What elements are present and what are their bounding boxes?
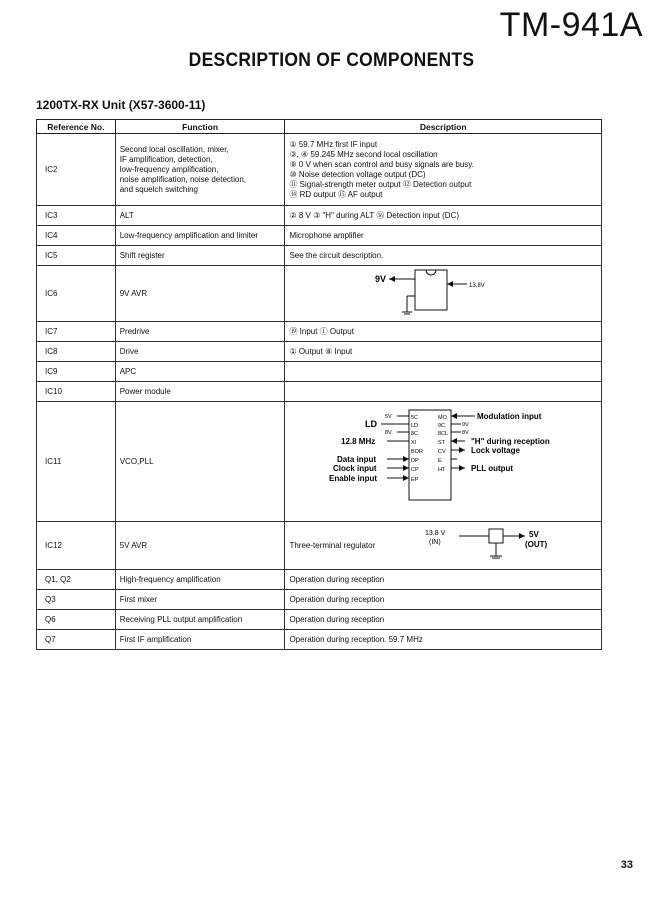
description-line: ① Output ⑧ Input [289, 346, 353, 356]
reference-cell: Q3 [37, 590, 116, 610]
function-cell [115, 402, 285, 522]
function-cell [115, 382, 285, 402]
ic12-regulator-diagram [425, 526, 565, 566]
column-header: Description [285, 120, 602, 134]
ic11-right-label: PLL output [471, 464, 514, 473]
ic6-regulator-diagram [289, 268, 589, 316]
page-title: DESCRIPTION OF COMPONENTS [188, 50, 475, 71]
description-cell [285, 522, 602, 570]
function-cell [115, 246, 285, 266]
reference-cell: IC8 [37, 342, 116, 362]
function-line: First IF amplification [119, 634, 192, 644]
function-line: Low-frequency amplification and limiter [119, 230, 259, 240]
ic12-chip [489, 529, 503, 543]
description-line: See the circuit description. [289, 250, 384, 260]
chip-pin-label: CP [411, 467, 420, 473]
ic6-chip [415, 270, 447, 310]
reference-cell: IC6 [37, 266, 116, 322]
table-row [37, 206, 602, 226]
model-number: TM-941A [499, 6, 643, 44]
function-cell [115, 630, 285, 650]
table-row [37, 134, 602, 206]
function-line: 5V AVR [119, 540, 148, 550]
description-line: Operation during reception [289, 574, 385, 584]
table-row [37, 402, 602, 522]
table-row [37, 246, 602, 266]
description-cell [285, 610, 602, 630]
reference-cell: IC5 [37, 246, 116, 266]
function-line: Drive [119, 346, 139, 356]
chip-pin-label: BOR [411, 449, 424, 455]
reference-cell: IC10 [37, 382, 116, 402]
description-cell [285, 266, 602, 322]
column-header: Function [115, 120, 285, 134]
function-cell [115, 266, 285, 322]
reference-cell: IC4 [37, 226, 116, 246]
function-cell [115, 206, 285, 226]
ic6-output-label: 13.8V [469, 283, 486, 289]
reference-cell: Q1, Q2 [37, 570, 116, 590]
ic12-output-voltage: 5V [529, 530, 540, 539]
reference-cell: IC3 [37, 206, 116, 226]
ic11-left-label: 12.8 MHz [341, 437, 376, 446]
reference-cell: IC11 [37, 402, 116, 522]
ic12-output-label: (OUT) [525, 540, 548, 549]
unit-title: 1200TX-RX Unit (X57-3600-11) [36, 98, 206, 112]
reference-cell: Q7 [37, 630, 116, 650]
function-line: low-frequency amplification, [119, 164, 219, 174]
ic11-left-label: LD [365, 419, 378, 429]
reference-cell: Q6 [37, 610, 116, 630]
page-number: 33 [620, 859, 633, 871]
ic11-left-label: Clock input [333, 464, 377, 473]
table-row [37, 342, 602, 362]
description-line: Operation during reception [289, 594, 385, 604]
function-cell [115, 522, 285, 570]
function-line: ALT [119, 210, 134, 220]
chip-pin-label: 8CL [438, 431, 449, 437]
chip-pin-label: E [438, 458, 443, 464]
description-cell [285, 206, 602, 226]
column-header: Reference No. [37, 120, 116, 134]
function-cell [115, 610, 285, 630]
description-cell [285, 630, 602, 650]
description-line: Operation during reception. 59.7 MHz [289, 634, 423, 644]
function-line: VCO,PLL [119, 456, 154, 466]
function-line: Power module [119, 386, 171, 396]
chip-pin-label: XI [411, 440, 417, 446]
ic11-right-label: "H" during reception [471, 437, 551, 446]
ic6-input-label: 9V [375, 274, 387, 284]
function-line: First mixer [119, 594, 158, 604]
description-line: Operation during reception [289, 614, 385, 624]
chip-pin-label: 9C [438, 423, 446, 429]
table-row [37, 522, 602, 570]
function-line: High-frequency amplification [119, 574, 221, 584]
description-cell [285, 342, 602, 362]
description-cell [285, 590, 602, 610]
function-line: APC [119, 366, 137, 376]
reference-cell: IC7 [37, 322, 116, 342]
description-cell [285, 226, 602, 246]
table-row [37, 570, 602, 590]
description-line: ② 8 V ③ "H" during ALT ⑯ Detection input (DC) [289, 210, 460, 220]
ic12-input-voltage: 13.8 V [425, 530, 446, 537]
function-cell [115, 590, 285, 610]
description-cell [285, 134, 602, 206]
ic11-right-label: Modulation input [477, 412, 542, 421]
pin-voltage: 5V [385, 414, 393, 420]
ic11-right-label: Lock voltage [471, 446, 521, 455]
description-cell [285, 570, 602, 590]
chip-pin-label: MO [438, 415, 448, 421]
description-cell [285, 402, 602, 522]
table-row [37, 266, 602, 322]
pin-voltage: 9V [462, 422, 470, 428]
ic11-left-label: Enable input [329, 474, 378, 483]
function-line: IF amplification, detection, [119, 154, 213, 164]
chip-pin-label: ST [438, 440, 446, 446]
function-line: Second local oscillation, mixer, [119, 144, 229, 154]
description-line: ⑭ RD output ⑮ AF output [289, 189, 383, 199]
chip-pin-label: DP [411, 458, 420, 464]
table-row [37, 226, 602, 246]
function-line: 9V AVR [119, 288, 148, 298]
description-line: ⑩ Noise detection voltage output (DC) [289, 169, 426, 179]
function-line: Receiving PLL output amplification [119, 614, 243, 624]
chip-pin-label: LD [411, 423, 419, 429]
function-line: and squelch switching [119, 184, 198, 194]
description-line: ⑲ Input ① Output [289, 326, 354, 336]
ic11-pll-diagram [289, 404, 589, 516]
components-table [36, 119, 602, 650]
reference-cell: IC2 [37, 134, 116, 206]
function-cell [115, 226, 285, 246]
function-cell [115, 362, 285, 382]
table-row [37, 362, 602, 382]
description-cell [285, 322, 602, 342]
chip-pin-label: HT [438, 467, 446, 473]
ic11-left-label: Data input [337, 455, 377, 464]
table-header-row [37, 120, 602, 134]
reference-cell: IC12 [37, 522, 116, 570]
chip-pin-label: 8C [411, 431, 419, 437]
chip-pin-label: 5C [411, 415, 419, 421]
description-cell [285, 382, 602, 402]
description-cell [285, 362, 602, 382]
ic12-input-label: (IN) [429, 539, 442, 546]
table-row [37, 382, 602, 402]
table-row [37, 630, 602, 650]
function-line: Shift register [119, 250, 165, 260]
function-cell [115, 134, 285, 206]
description-line: ⑨ 0 V when scan control and busy signals are busy. [289, 159, 474, 169]
description-line: ① 59.7 MHz first IF input [289, 139, 378, 149]
function-cell [115, 570, 285, 590]
description-line: Microphone amplifier [289, 230, 364, 240]
description-cell [285, 246, 602, 266]
function-cell [115, 342, 285, 362]
description-line: ③, ④ 59.245 MHz second local oscillation [289, 149, 438, 159]
function-line: Predrive [119, 326, 150, 336]
chip-pin-label: EP [411, 477, 419, 483]
table-row [37, 610, 602, 630]
function-line: noise amplification, noise detection, [119, 174, 247, 184]
table-row [37, 322, 602, 342]
chip-pin-label: CV [438, 449, 447, 455]
description-line: ⑪ Signal-strength meter output ⑫ Detection output [289, 179, 472, 189]
description-line: Three-terminal regulator [289, 540, 376, 550]
function-cell [115, 322, 285, 342]
pin-voltage: 8V [462, 430, 470, 436]
table-row [37, 590, 602, 610]
pin-voltage: 8V [385, 430, 393, 436]
reference-cell: IC9 [37, 362, 116, 382]
